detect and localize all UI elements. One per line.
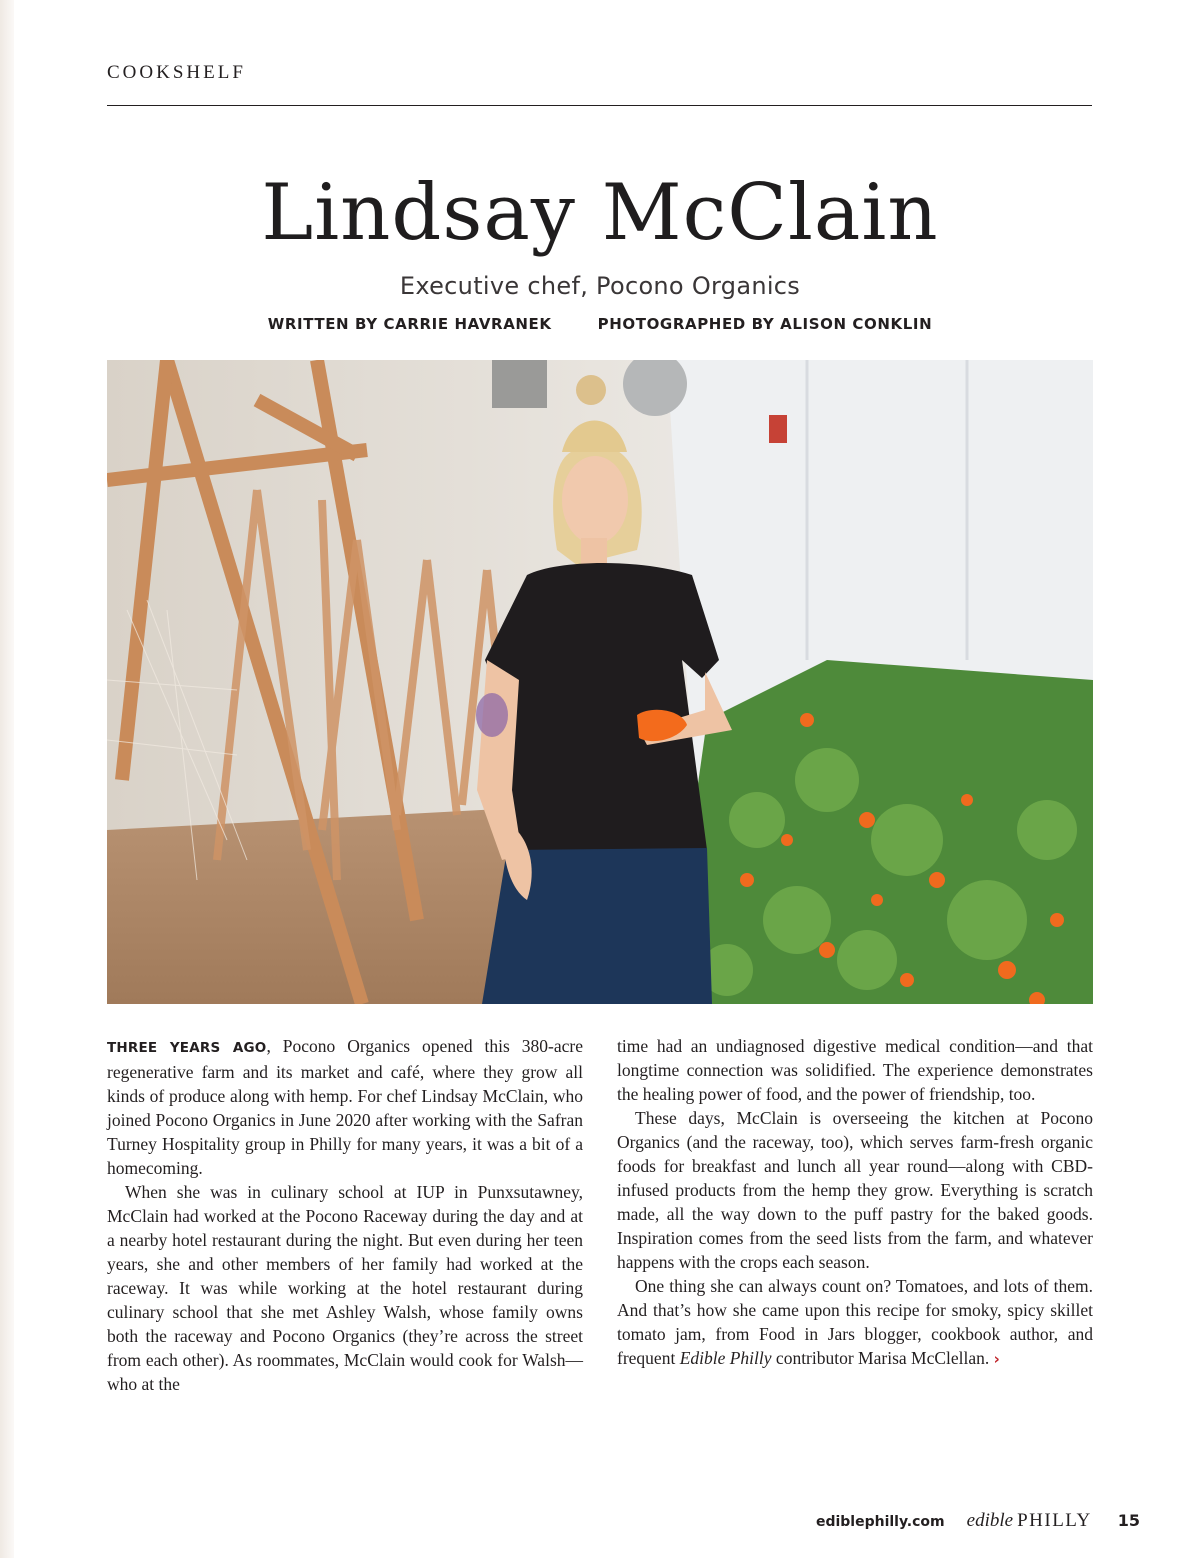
wall-switch <box>769 415 787 443</box>
footer-brand-philly: PHILLY <box>1017 1510 1092 1531</box>
article-subtitle: Executive chef, Pocono Organics <box>399 272 801 300</box>
chef-photo <box>107 360 1093 1004</box>
end-of-article-icon: › <box>993 1350 1000 1368</box>
lead-in: THREE YEARS AGO <box>107 1040 267 1056</box>
hair-bun <box>576 375 606 405</box>
page-number: 15 <box>1117 1511 1140 1530</box>
footer-website[interactable]: ediblephilly.com <box>815 1514 945 1530</box>
magazine-name: Edible Philly <box>679 1348 772 1368</box>
greenhouse-portrait-illustration <box>107 360 1093 1004</box>
photographer-credit: PHOTOGRAPHED BY ALISON CONKLIN <box>597 315 933 333</box>
section-label: COOKSHELF <box>107 62 246 83</box>
header-rule <box>107 105 1092 106</box>
article-column-left <box>107 1034 583 1396</box>
paragraph-3: time had an undiagnosed digestive medical condition—and that longtime connection was solidified. The experience demonstrates the healing power of food, and the power of friendship, too. <box>617 1036 1093 1104</box>
article-column-right <box>617 1034 1093 1371</box>
writer-credit: WRITTEN BY CARRIE HAVRANEK <box>267 315 552 333</box>
paragraph-4: These days, McClain is overseeing the kitchen at Pocono Organics (and the raceway, too), which serves farm-fresh organic foods for breakfast and lunch all year round—along with CBD-infused products from the hemp they grow. Everything is scratch made, all the way down to the puff pastry for the baked goods. Inspiration comes from the seed lists from the farm, and whatever happens with the crops each season. <box>617 1108 1093 1272</box>
paragraph-5-text: One thing she can always count on? Tomatoes, and lots of them. And that’s how she came upon this recipe for smoky, spicy skillet tomato jam, from Food in Jars blogger, cookbook author, and frequent <box>617 1276 1093 1368</box>
black-tshirt <box>485 563 719 855</box>
paragraph-1-text: , Pocono Organics opened this 380-acre regenerative farm and its market and café, where they grow all kinds of produce along with hemp. For chef Lindsay McClain, who joined Pocono Organics in June 2020 after working with the Safran Turney Hospitality group in Philly for many years, it was a bit of a homecoming. <box>107 1036 583 1178</box>
paragraph-5-tail: contributor Marisa McClellan. <box>771 1348 990 1368</box>
paragraph-2: When she was in culinary school at IUP in Punxsutawney, McClain had worked at the Pocono Raceway during the day and at a nearby hotel restaurant during the night. But even during her teen years, she and other members of her family had worked at the raceway. It was while working at the hotel restaurant during culinary school that she met Ashley Walsh, whose family owns both the raceway and Pocono Organics (they’re across the street from each other). As roommates, McClain would cook for Walsh—who at the <box>107 1182 583 1394</box>
paragraph-5 <box>617 1274 1093 1371</box>
vent-box <box>492 360 547 408</box>
footer-brand-edible: edible <box>966 1510 1014 1531</box>
article-title: Lindsay McClain <box>261 168 939 258</box>
face <box>562 456 628 544</box>
byline <box>0 315 1200 333</box>
page-footer <box>816 1510 1140 1532</box>
paragraph-1 <box>107 1034 583 1180</box>
